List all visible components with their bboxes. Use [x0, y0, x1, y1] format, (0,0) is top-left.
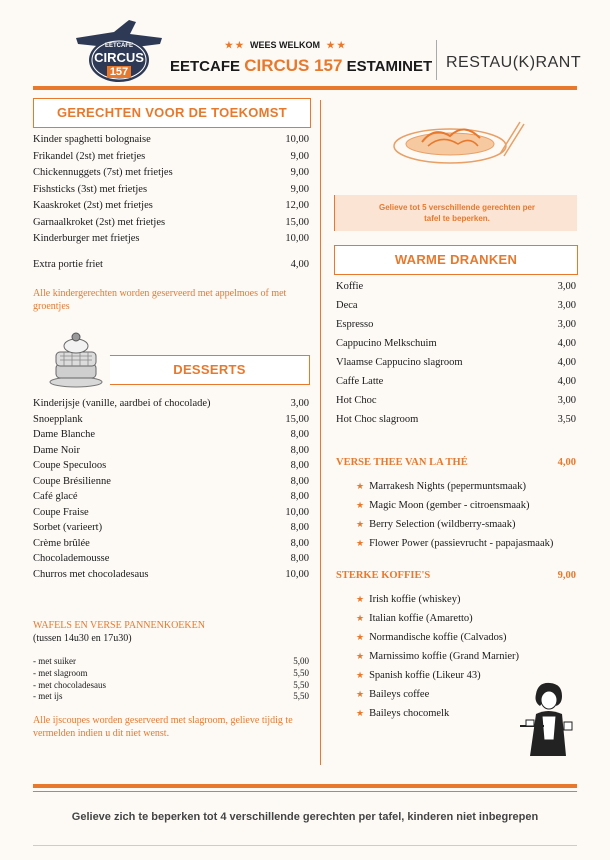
waitress-illustration-icon [518, 680, 578, 760]
item-price: 3,00 [557, 300, 576, 311]
coffees-price: 9,00 [557, 570, 576, 581]
waffle-icon [48, 330, 104, 388]
item-price: 4,00 [557, 338, 576, 349]
dessert-item [33, 427, 309, 443]
warm-drink-item [336, 412, 576, 428]
item-price: 10,00 [285, 568, 309, 580]
item-price: 4,00 [290, 259, 309, 270]
footer-rule-bottom [33, 845, 577, 846]
star-icon: ★ [356, 481, 365, 491]
item-name: - met slagroom [33, 667, 88, 678]
item-name: Deca [336, 300, 358, 311]
item-name: Chocolademousse [33, 553, 110, 564]
item-price: 3,50 [557, 414, 576, 425]
dessert-item [33, 536, 309, 552]
item-name: Kaaskroket (2st) met frietjes [33, 200, 153, 211]
item-price: 10,00 [285, 134, 309, 145]
item-name: Kinder spaghetti bolognaise [33, 134, 151, 145]
item-name: Koffie [336, 281, 364, 292]
kids-heading: GERECHTEN VOOR DE TOEKOMST [33, 98, 311, 128]
dessert-item [33, 489, 309, 505]
star-icon: ★ [356, 594, 365, 604]
star-icon: ★ [356, 708, 365, 718]
item-price: 9,00 [290, 167, 309, 178]
item-name: Chickennuggets (7st) met frietjes [33, 167, 173, 178]
item-price: 5,50 [293, 691, 309, 702]
item-price: 4,00 [557, 376, 576, 387]
item-price: 15,00 [285, 216, 309, 228]
star-icon: ★ [356, 651, 365, 661]
tea-price: 4,00 [557, 457, 576, 468]
coffee-item [356, 648, 519, 665]
item-price: 3,00 [557, 395, 576, 406]
star-icon: ★ [356, 500, 365, 510]
warm-drink-item [336, 298, 576, 314]
item-name: Coupe Fraise [33, 506, 89, 518]
item-name: Marnissimo koffie (Grand Marnier) [369, 651, 520, 662]
item-price: 10,00 [285, 233, 309, 244]
desserts-heading: DESSERTS [110, 355, 310, 385]
item-name: Churros met chocoladesaus [33, 568, 149, 580]
item-price: 3,00 [557, 281, 576, 292]
item-price: 8,00 [290, 537, 309, 549]
logo-top-text: EETCAFE [104, 43, 133, 49]
dessert-item [33, 520, 309, 536]
item-name: Normandische koffie (Calvados) [369, 632, 507, 643]
footer-text: Gelieve zich te beperken tot 4 verschillende gerechten per tafel, kinderen niet inbegrepen [71, 811, 539, 823]
warm-drink-item [336, 374, 576, 390]
star-icon: ★ [356, 613, 365, 623]
item-name: Flower Power (passievrucht - papajasmaak) [369, 538, 554, 549]
coffee-item [356, 705, 449, 722]
welcome-line [180, 40, 390, 51]
item-name: Coupe Speculoos [33, 460, 107, 471]
warm-drink-item [336, 279, 576, 295]
logo-number: 157 [107, 66, 131, 78]
dessert-item [33, 443, 309, 459]
item-price: 4,00 [557, 357, 576, 368]
star-icon: ★ [356, 519, 365, 529]
brand-name: RESTAU(K)RANT [446, 54, 582, 71]
item-price: 5,00 [293, 656, 309, 666]
star-icon: ★ ★ [224, 40, 244, 50]
waffles-heading: WAFELS EN VERSE PANNENKOEKEN [33, 620, 205, 631]
star-icon: ★ [356, 689, 365, 699]
dessert-item [33, 458, 309, 474]
item-name: Fishsticks (3st) met frietjes [33, 183, 148, 195]
item-price: 3,00 [557, 319, 576, 330]
plate-illustration-icon [388, 110, 528, 170]
item-name: Café glacé [33, 491, 78, 502]
kids-item [33, 198, 309, 214]
waffle-item [33, 691, 309, 703]
tea-item [356, 497, 529, 514]
coffee-item [356, 667, 481, 684]
item-price: 9,00 [290, 150, 309, 162]
item-name: Frikandel (2st) met frietjes [33, 150, 146, 162]
star-icon: ★ [356, 670, 365, 680]
warm-drinks-heading: WARME DRANKEN [334, 245, 578, 275]
tea-heading: VERSE THEE VAN LA THÉ [336, 457, 468, 468]
tea-item [356, 478, 526, 495]
item-price: 15,00 [285, 413, 309, 425]
item-name: Kinderburger met frietjes [33, 233, 140, 244]
dessert-item [33, 412, 309, 428]
kids-item [33, 182, 309, 198]
welcome-text: WEES WELKOM [250, 40, 320, 50]
waffles-subheading: (tussen 14u30 en 17u30) [33, 633, 132, 644]
coffee-item [356, 610, 473, 627]
item-name: Spanish koffie (Likeur 43) [369, 670, 481, 681]
item-name: - met suiker [33, 656, 76, 666]
item-name: Cappucino Melkschuim [336, 338, 437, 349]
item-name: - met ijs [33, 691, 63, 702]
kids-note: Alle kindergerechten worden geserveerd met appelmoes of met groentjes [33, 288, 287, 312]
item-name: Garnaalkroket (2st) met frietjes [33, 216, 166, 228]
venue-title [170, 56, 433, 76]
item-name: Magic Moon (gember - citroensmaak) [369, 500, 530, 511]
limit-notice-text: Gelieve tot 5 verschillende gerechten per tafel te beperken. [378, 203, 536, 223]
kids-extra-item [33, 257, 309, 273]
item-name: Sorbet (varieert) [33, 522, 103, 533]
venue-title-post: ESTAMINET [346, 58, 433, 75]
dessert-item [33, 396, 309, 412]
item-name: Coupe Brésilienne [33, 475, 111, 487]
star-icon: ★ ★ [326, 40, 346, 50]
dessert-item [33, 567, 309, 583]
warm-drink-item [336, 336, 576, 352]
item-price: 12,00 [285, 200, 309, 211]
item-price: 8,00 [290, 553, 309, 564]
kids-item [33, 149, 309, 165]
item-name: - met chocoladesaus [33, 679, 106, 690]
item-name: Hot Choc slagroom [336, 414, 419, 425]
waffle-item [33, 668, 309, 680]
item-name: Italian koffie (Amaretto) [369, 613, 473, 624]
venue-title-pre: EETCAFE [170, 58, 241, 75]
footer-rule-thin [33, 791, 577, 792]
item-name: Baileys chocomelk [369, 708, 450, 719]
item-name: Dame Noir [33, 444, 80, 456]
waffle-item [33, 656, 309, 668]
item-name: Kinderijsje (vanille, aardbei of chocolade) [33, 398, 211, 409]
star-icon: ★ [356, 632, 365, 642]
coffees-heading: STERKE KOFFIE'S [336, 570, 431, 581]
tea-item [356, 535, 553, 552]
dessert-item [33, 551, 309, 567]
item-price: 10,00 [285, 506, 309, 518]
item-name: Berry Selection (wildberry-smaak) [369, 519, 516, 530]
item-name: Espresso [336, 319, 374, 330]
item-price: 9,00 [290, 183, 309, 195]
item-price: 8,00 [290, 460, 309, 471]
header-rule [33, 86, 577, 90]
waffle-item [33, 680, 309, 692]
item-name: Hot Choc [336, 395, 377, 406]
dessert-item [33, 505, 309, 521]
warm-drink-item [336, 317, 576, 333]
waffles-note: Alle ijscoupes worden geserveerd met slagroom, gelieve tijdig te vermelden indien u dit niet wenst. [33, 715, 293, 739]
item-name: Vlaamse Cappucino slagroom [336, 357, 463, 368]
warm-drink-item [336, 393, 576, 409]
item-name: Caffe Latte [336, 376, 384, 387]
tea-item [356, 516, 515, 533]
item-price: 8,00 [290, 522, 309, 533]
item-price: 3,00 [290, 398, 309, 409]
item-name: Dame Blanche [33, 429, 96, 440]
item-name: Extra portie friet [33, 259, 103, 270]
item-price: 5,50 [293, 667, 309, 678]
kids-item [33, 231, 309, 247]
kids-item [33, 132, 309, 148]
item-name: Baileys coffee [369, 689, 430, 700]
venue-title-main: CIRCUS 157 [244, 56, 343, 75]
column-divider [320, 100, 321, 765]
header-divider [436, 40, 437, 80]
logo-name: CIRCUS [94, 50, 144, 65]
coffee-item [356, 686, 429, 703]
item-price: 8,00 [290, 491, 309, 502]
star-icon: ★ [356, 538, 365, 548]
item-name: Snoepplank [33, 413, 83, 425]
kids-item [33, 215, 309, 231]
item-price: 5,50 [293, 679, 309, 690]
item-price: 8,00 [290, 475, 309, 487]
item-price: 8,00 [290, 429, 309, 440]
item-price: 8,00 [290, 444, 309, 456]
item-name: Marrakesh Nights (pepermuntsmaak) [369, 481, 526, 492]
dessert-item [33, 474, 309, 490]
coffee-item [356, 629, 507, 646]
logo [74, 18, 164, 88]
item-name: Irish koffie (whiskey) [369, 594, 461, 605]
warm-drink-item [336, 355, 576, 371]
kids-item [33, 165, 309, 181]
footer-rule-top [33, 784, 577, 788]
coffee-item [356, 591, 460, 608]
item-name: Crème brûlée [33, 537, 90, 549]
